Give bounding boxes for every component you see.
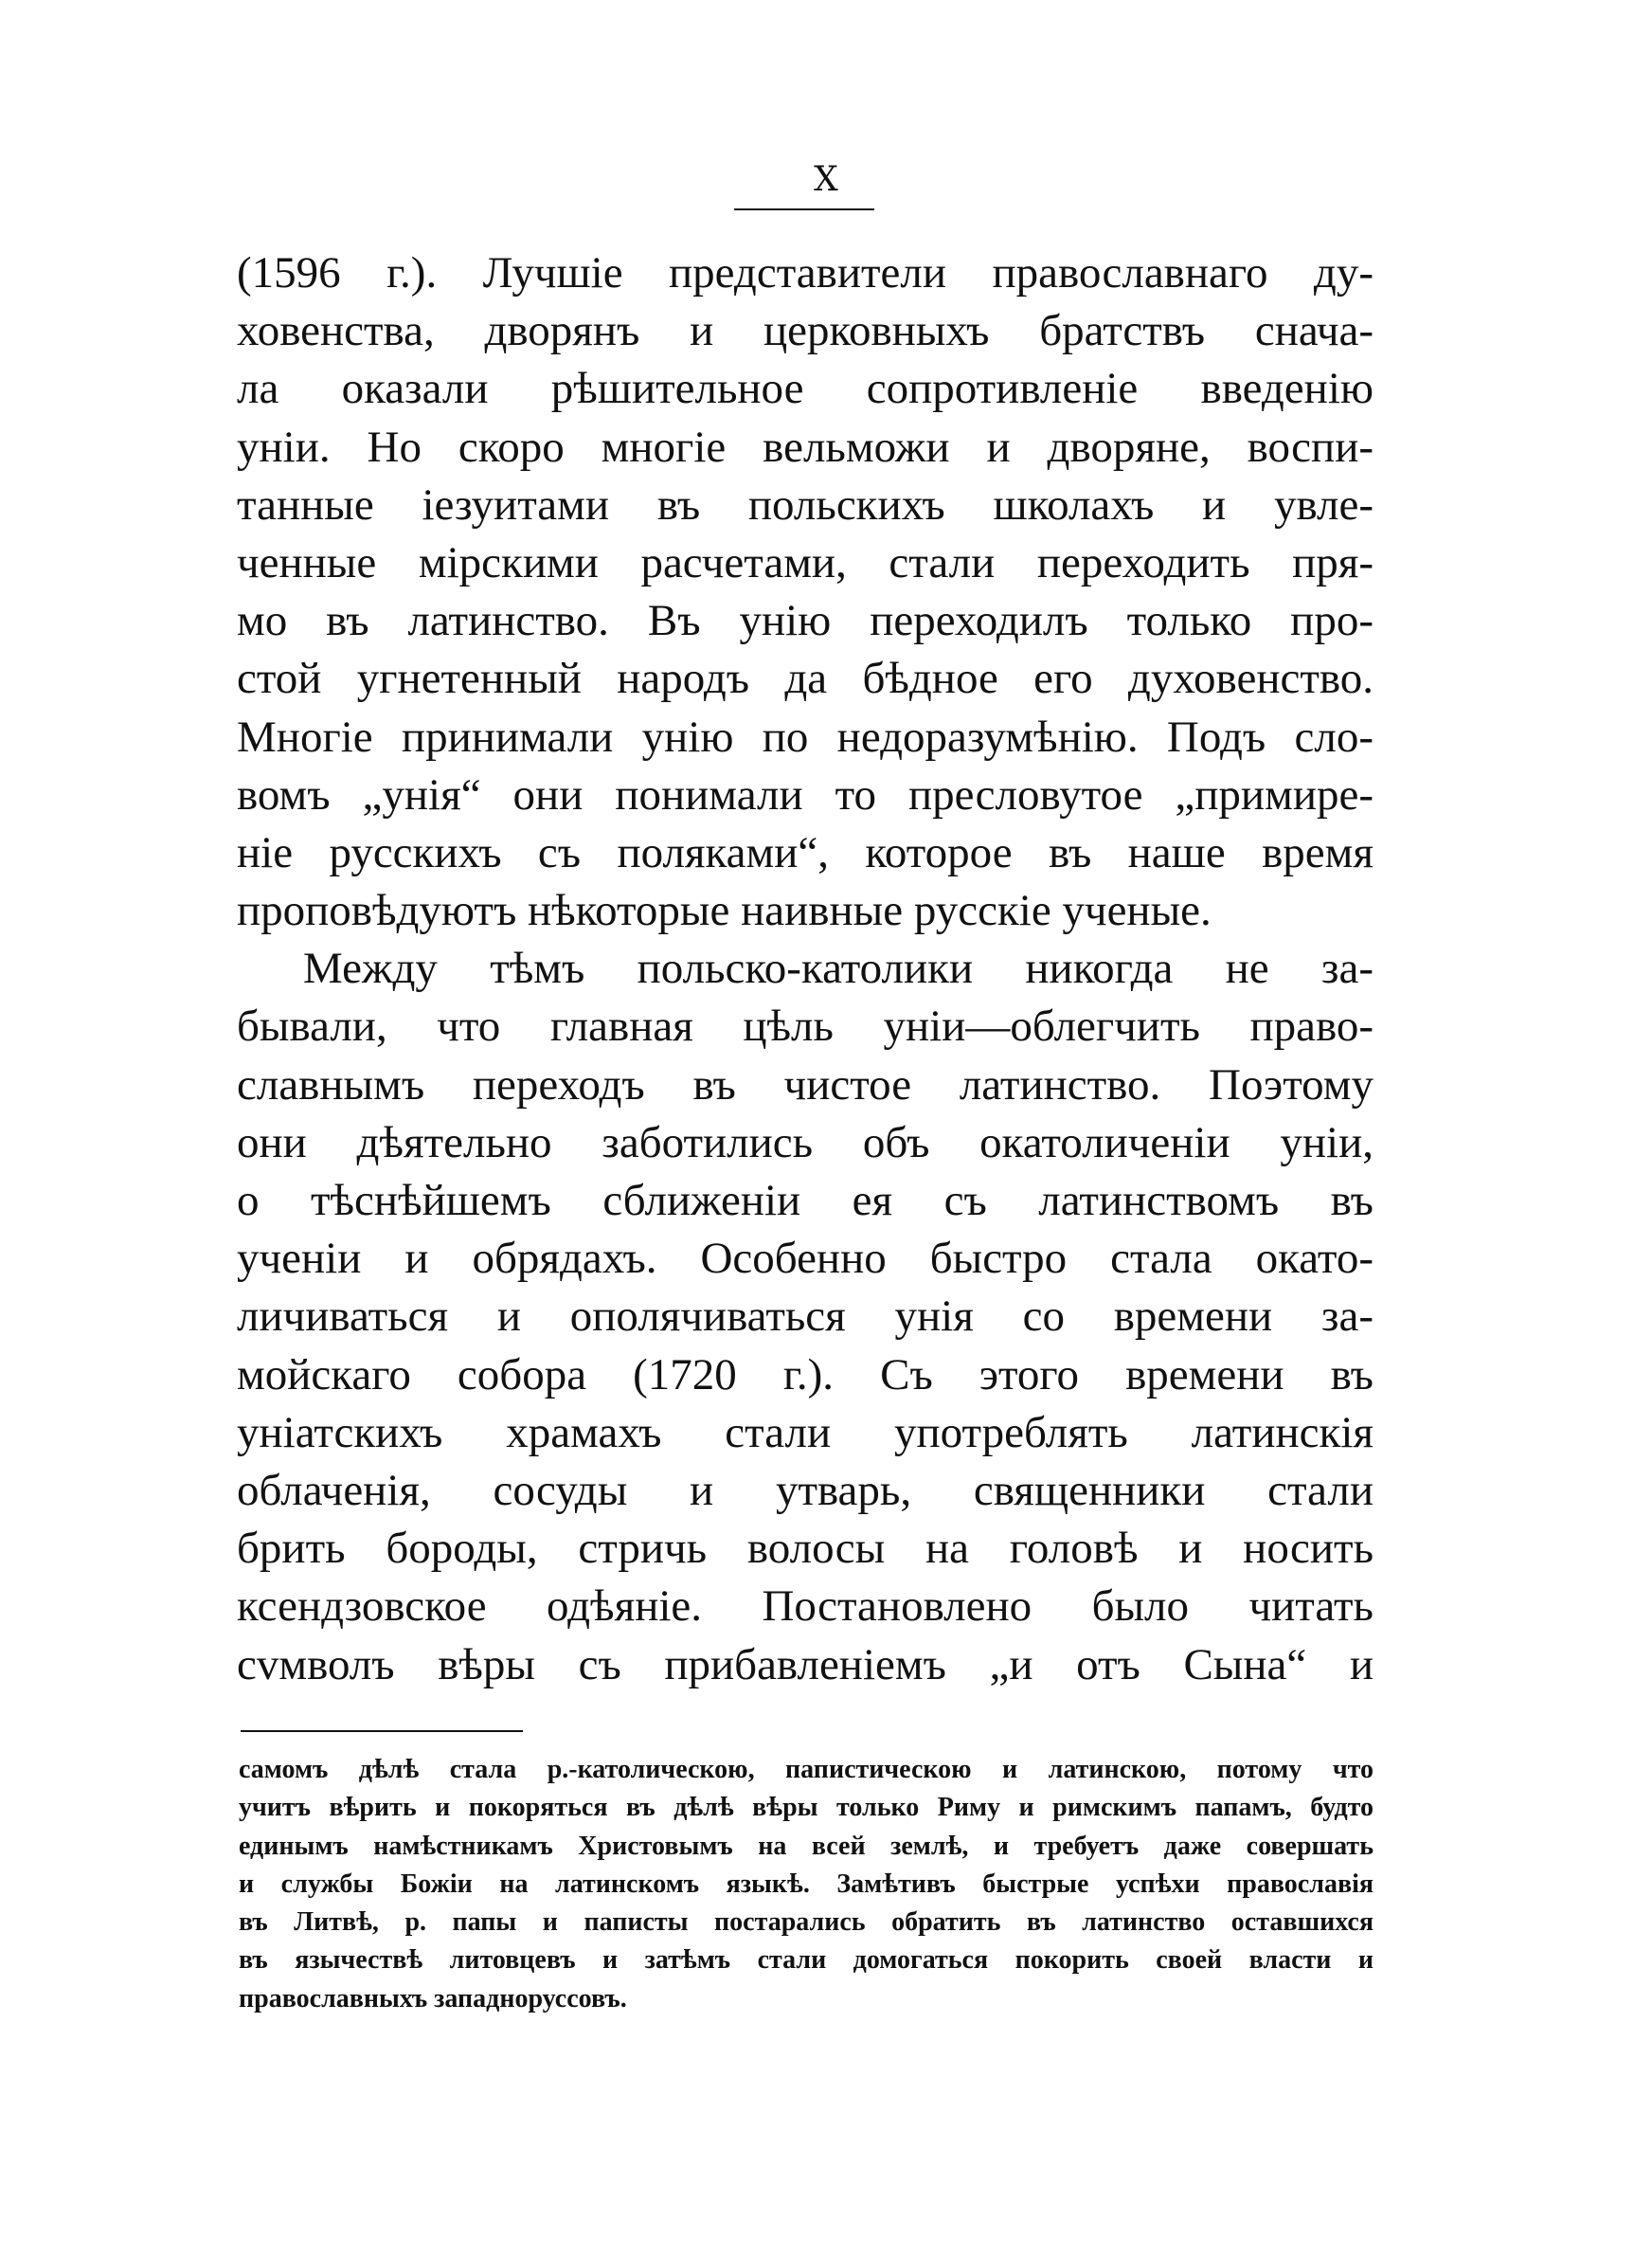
text-line: вомъ „унія“ они понимали то пресловутое „примире- [237,769,1374,820]
text-line: ніе русскихъ съ поляками“, которое въ наше время [237,827,1374,877]
text-line: брить бороды, стричь волосы на головѣ и носить [237,1524,1374,1574]
text-line: они дѣятельно заботились объ окатоличеніи уніи, [237,1117,1374,1167]
page-number: X [814,160,838,199]
text-line: ла оказали рѣшительное сопротивленіе введенію [237,364,1374,414]
main-text [237,244,1374,1694]
footnote-line: православныхъ западноруссовъ. [239,1983,627,2013]
paragraph-start-line: Между тѣмъ польско-католики никогда не за- [303,944,1374,994]
text-line: танные іезуитами въ польскихъ школахъ и увле- [237,479,1374,530]
footnote-line: въ Литвѣ, р. папы и паписты постарались обратить въ латинство оставшихся [239,1907,1374,1938]
text-line: славнымъ переходъ въ чистое латинство. Поэтому [237,1059,1374,1110]
page-header [0,159,1652,201]
footnote-line: единымъ намѣстникамъ Христовымъ на всей землѣ, и требуетъ даже совершать [239,1831,1374,1861]
text-line: бывали, что главная цѣль уніи—облегчить право- [237,1002,1374,1052]
text-line: о тѣснѣйшемъ сближеніи ея съ латинствомъ въ [237,1176,1374,1225]
text-line: уніи. Но скоро многіе вельможи и дворяне, воспи- [237,422,1374,472]
text-line: ученіи и обрядахъ. Особенно быстро стала окато- [237,1234,1374,1284]
footnote-line: учитъ вѣрить и покоряться въ дѣлѣ вѣры только Риму и римскимъ папамъ, будто [239,1793,1374,1823]
footnote-rule [241,1730,523,1732]
text-line: личиваться и ополячиваться унія со времени за- [237,1291,1374,1342]
text-line: облаченія, сосуды и утварь, священники стали [237,1465,1374,1515]
footnote-line: въ язычествѣ литовцевъ и затѣмъ стали домогаться покорить своей власти и [239,1945,1374,1976]
footnote [239,1751,1374,2018]
text-line: проповѣдуютъ нѣкоторые наивные русскіе ученые. [237,886,1212,936]
text-line: ченные мірскими расчетами, стали переходить пря- [237,537,1374,587]
text-line: мо въ латинство. Въ унію переходилъ только про- [237,596,1374,646]
text-line: сvмволъ вѣры съ прибавленіемъ „и отъ Сына“ и [237,1639,1374,1689]
text-line: ксендзовское одѣяніе. Постановлено было читать [237,1581,1374,1632]
footnote-line: и службы Божіи на латинскомъ языкѣ. Замѣтивъ быстрые успѣхи православія [239,1869,1374,1899]
footnote-line: самомъ дѣлѣ стала р.-католическою, папистическою и латинскою, потому что [239,1755,1374,1784]
text-line: Многіе принимали унію по недоразумѣнію. Подъ сло- [237,712,1374,762]
text-line: мойскаго собора (1720 г.). Съ этого времени въ [237,1349,1374,1399]
text-line: (1596 г.). Лучшіе представители православнаго ду- [237,248,1374,298]
text-line: ховенства, дворянъ и церковныхъ братствъ снача- [237,306,1374,356]
text-line: уніатскихъ храмахъ стали употреблять латинскія [237,1407,1374,1457]
text-line: стой угнетенный народъ да бѣдное его духовенство. [237,654,1374,704]
header-rule [734,208,874,210]
